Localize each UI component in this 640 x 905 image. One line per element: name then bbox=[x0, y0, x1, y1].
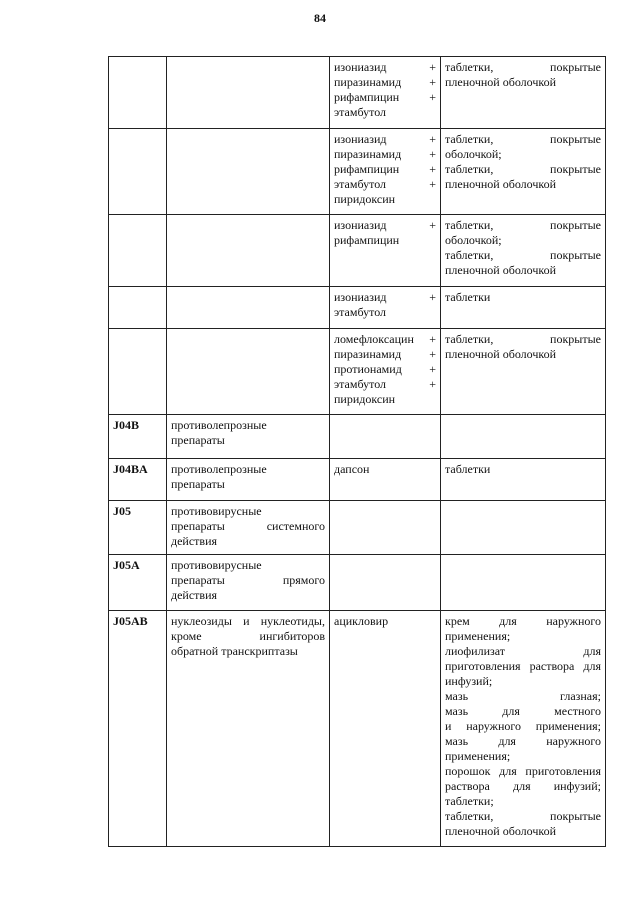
group-name-cell bbox=[167, 57, 330, 129]
combination-plus: + bbox=[429, 132, 436, 146]
dosage-form-cell bbox=[441, 287, 606, 329]
table-row bbox=[109, 415, 606, 459]
combination-plus: + bbox=[429, 347, 436, 361]
drug-entry bbox=[334, 290, 436, 305]
medication-table bbox=[108, 56, 606, 847]
drug-name: рифампицин bbox=[334, 162, 400, 176]
drug-entry bbox=[334, 90, 436, 105]
dosage-form-line: таблетки, покрытые bbox=[445, 60, 601, 74]
drug-entry bbox=[334, 614, 436, 629]
dosage-form-line: инфузий; bbox=[445, 674, 493, 688]
dosage-form-cell bbox=[441, 501, 606, 555]
page-number: 84 bbox=[314, 11, 326, 25]
group-name-cell bbox=[167, 129, 330, 215]
drug-name: протионамид bbox=[334, 362, 402, 376]
atc-code-cell bbox=[109, 459, 167, 501]
drug-name: ацикловир bbox=[334, 614, 389, 628]
dosage-form-line: таблетки, покрытые bbox=[445, 332, 601, 346]
table-row bbox=[109, 287, 606, 329]
combination-plus: + bbox=[429, 377, 436, 391]
drug-entry bbox=[334, 218, 436, 233]
atc-code: J04B bbox=[113, 418, 140, 432]
atc-code-cell bbox=[109, 57, 167, 129]
drug-entry bbox=[334, 332, 436, 347]
combination-plus: + bbox=[429, 75, 436, 89]
dosage-form-line: мазь для местного bbox=[445, 704, 601, 718]
dosage-form-line: лиофилизат для bbox=[445, 644, 601, 658]
group-name-line: нуклеозиды и нуклеотиды, bbox=[171, 614, 325, 628]
drug-name: этамбутол bbox=[334, 105, 387, 119]
drug-entry bbox=[334, 305, 436, 320]
group-name-line: обратной транскриптазы bbox=[171, 644, 298, 658]
drug-entry bbox=[334, 362, 436, 377]
dosage-form-line: применения; bbox=[445, 749, 511, 763]
drug-cell bbox=[330, 555, 441, 611]
group-name-line: противовирусные bbox=[171, 558, 262, 572]
group-name-cell bbox=[167, 329, 330, 415]
table-row bbox=[109, 329, 606, 415]
table-row bbox=[109, 501, 606, 555]
combination-plus bbox=[426, 105, 436, 120]
dosage-form-line: таблетки, покрытые bbox=[445, 132, 601, 146]
dosage-form-line: оболочкой; bbox=[445, 233, 502, 247]
drug-entry bbox=[334, 162, 436, 177]
group-name-line: препараты bbox=[171, 477, 225, 491]
combination-plus: + bbox=[429, 60, 436, 74]
dosage-form-line: приготовления раствора для bbox=[445, 659, 601, 673]
drug-name: рифампицин bbox=[334, 233, 400, 247]
dosage-form-line: пленочной оболочкой bbox=[445, 75, 557, 89]
dosage-form-cell bbox=[441, 57, 606, 129]
drug-name: пиридоксин bbox=[334, 392, 396, 406]
group-name-cell bbox=[167, 555, 330, 611]
dosage-form-line: пленочной оболочкой bbox=[445, 263, 557, 277]
drug-cell bbox=[330, 215, 441, 287]
group-name-cell bbox=[167, 501, 330, 555]
group-name-cell bbox=[167, 215, 330, 287]
combination-plus bbox=[426, 462, 436, 477]
dosage-form-line: пленочной оболочкой bbox=[445, 824, 557, 838]
drug-entry bbox=[334, 192, 436, 207]
drug-name: изониазид bbox=[334, 132, 387, 146]
group-name-line: противолепрозные bbox=[171, 418, 267, 432]
atc-code-cell bbox=[109, 329, 167, 415]
combination-plus bbox=[426, 192, 436, 207]
group-name-line: действия bbox=[171, 534, 218, 548]
dosage-form-cell bbox=[441, 555, 606, 611]
drug-entry bbox=[334, 132, 436, 147]
drug-entry bbox=[334, 147, 436, 162]
group-name-cell bbox=[167, 287, 330, 329]
atc-code-cell bbox=[109, 415, 167, 459]
combination-plus: + bbox=[429, 362, 436, 376]
dosage-form-cell bbox=[441, 215, 606, 287]
drug-name: пиразинамид bbox=[334, 75, 402, 89]
combination-plus: + bbox=[429, 147, 436, 161]
dosage-form-line: пленочной оболочкой bbox=[445, 177, 557, 191]
dosage-form-cell bbox=[441, 459, 606, 501]
dosage-form-line: оболочкой; bbox=[445, 147, 502, 161]
drug-entry bbox=[334, 75, 436, 90]
table-row bbox=[109, 611, 606, 847]
drug-cell bbox=[330, 415, 441, 459]
group-name-line: противолепрозные bbox=[171, 462, 267, 476]
drug-name: изониазид bbox=[334, 60, 387, 74]
table-row bbox=[109, 459, 606, 501]
dosage-form-line: крем для наружного bbox=[445, 614, 601, 628]
table-row bbox=[109, 555, 606, 611]
drug-name: рифампицин bbox=[334, 90, 400, 104]
drug-name: пиридоксин bbox=[334, 192, 396, 206]
combination-plus: + bbox=[429, 332, 436, 346]
table-row bbox=[109, 57, 606, 129]
group-name-cell bbox=[167, 611, 330, 847]
atc-code: J05AB bbox=[113, 614, 148, 628]
dosage-form-line: пленочной оболочкой bbox=[445, 347, 557, 361]
group-name-line: действия bbox=[171, 588, 218, 602]
group-name-cell bbox=[167, 459, 330, 501]
atc-code-cell bbox=[109, 611, 167, 847]
dosage-form-line: мазь для наружного bbox=[445, 734, 601, 748]
atc-code-cell bbox=[109, 215, 167, 287]
combination-plus: + bbox=[429, 177, 436, 191]
group-name-line: противовирусные bbox=[171, 504, 262, 518]
drug-cell bbox=[330, 287, 441, 329]
drug-name: этамбутол bbox=[334, 377, 387, 391]
dosage-form-line: и наружного применения; bbox=[445, 719, 601, 733]
combination-plus: + bbox=[429, 290, 436, 304]
drug-name: ломефлоксацин bbox=[334, 332, 414, 346]
drug-name: дапсон bbox=[334, 462, 370, 476]
drug-entry bbox=[334, 347, 436, 362]
group-name-line: препараты прямого bbox=[171, 573, 325, 587]
drug-entry bbox=[334, 60, 436, 75]
combination-plus: + bbox=[429, 218, 436, 232]
group-name-line: препараты bbox=[171, 433, 225, 447]
drug-entry bbox=[334, 233, 436, 248]
drug-cell bbox=[330, 129, 441, 215]
atc-code-cell bbox=[109, 287, 167, 329]
drug-cell bbox=[330, 611, 441, 847]
dosage-form-cell bbox=[441, 611, 606, 847]
dosage-form-line: порошок для приготовления bbox=[445, 764, 601, 778]
combination-plus: + bbox=[429, 162, 436, 176]
dosage-form-line: таблетки, покрытые bbox=[445, 248, 601, 262]
drug-name: этамбутол bbox=[334, 305, 387, 319]
dosage-form-cell bbox=[441, 329, 606, 415]
drug-name: этамбутол bbox=[334, 177, 387, 191]
dosage-form-line: применения; bbox=[445, 629, 511, 643]
group-name-line: кроме ингибиторов bbox=[171, 629, 325, 643]
drug-cell bbox=[330, 329, 441, 415]
drug-name: пиразинамид bbox=[334, 347, 402, 361]
atc-code: J05 bbox=[113, 504, 131, 518]
dosage-form-cell bbox=[441, 129, 606, 215]
drug-entry bbox=[334, 377, 436, 392]
combination-plus bbox=[426, 233, 436, 248]
atc-code: J05A bbox=[113, 558, 140, 572]
dosage-form-line: мазь глазная; bbox=[445, 689, 601, 703]
combination-plus bbox=[426, 614, 436, 629]
atc-code: J04BA bbox=[113, 462, 148, 476]
atc-code-cell bbox=[109, 501, 167, 555]
atc-code-cell bbox=[109, 129, 167, 215]
drug-name: изониазид bbox=[334, 218, 387, 232]
dosage-form-line: раствора для инфузий; bbox=[445, 779, 601, 793]
drug-entry bbox=[334, 462, 436, 477]
drug-cell bbox=[330, 501, 441, 555]
dosage-form-line: таблетки bbox=[445, 462, 491, 476]
dosage-form-line: таблетки; bbox=[445, 794, 494, 808]
table-row bbox=[109, 215, 606, 287]
combination-plus: + bbox=[429, 90, 436, 104]
dosage-form-line: таблетки, покрытые bbox=[445, 218, 601, 232]
dosage-form-cell bbox=[441, 415, 606, 459]
combination-plus bbox=[426, 392, 436, 407]
dosage-form-line: таблетки bbox=[445, 290, 491, 304]
table-row bbox=[109, 129, 606, 215]
group-name-cell bbox=[167, 415, 330, 459]
drug-entry bbox=[334, 392, 436, 407]
drug-entry bbox=[334, 177, 436, 192]
dosage-form-line: таблетки, покрытые bbox=[445, 809, 601, 823]
atc-code-cell bbox=[109, 555, 167, 611]
drug-cell bbox=[330, 459, 441, 501]
drug-name: пиразинамид bbox=[334, 147, 402, 161]
dosage-form-line: таблетки, покрытые bbox=[445, 162, 601, 176]
drug-cell bbox=[330, 57, 441, 129]
combination-plus bbox=[426, 305, 436, 320]
drug-name: изониазид bbox=[334, 290, 387, 304]
drug-entry bbox=[334, 105, 436, 120]
group-name-line: препараты системного bbox=[171, 519, 325, 533]
